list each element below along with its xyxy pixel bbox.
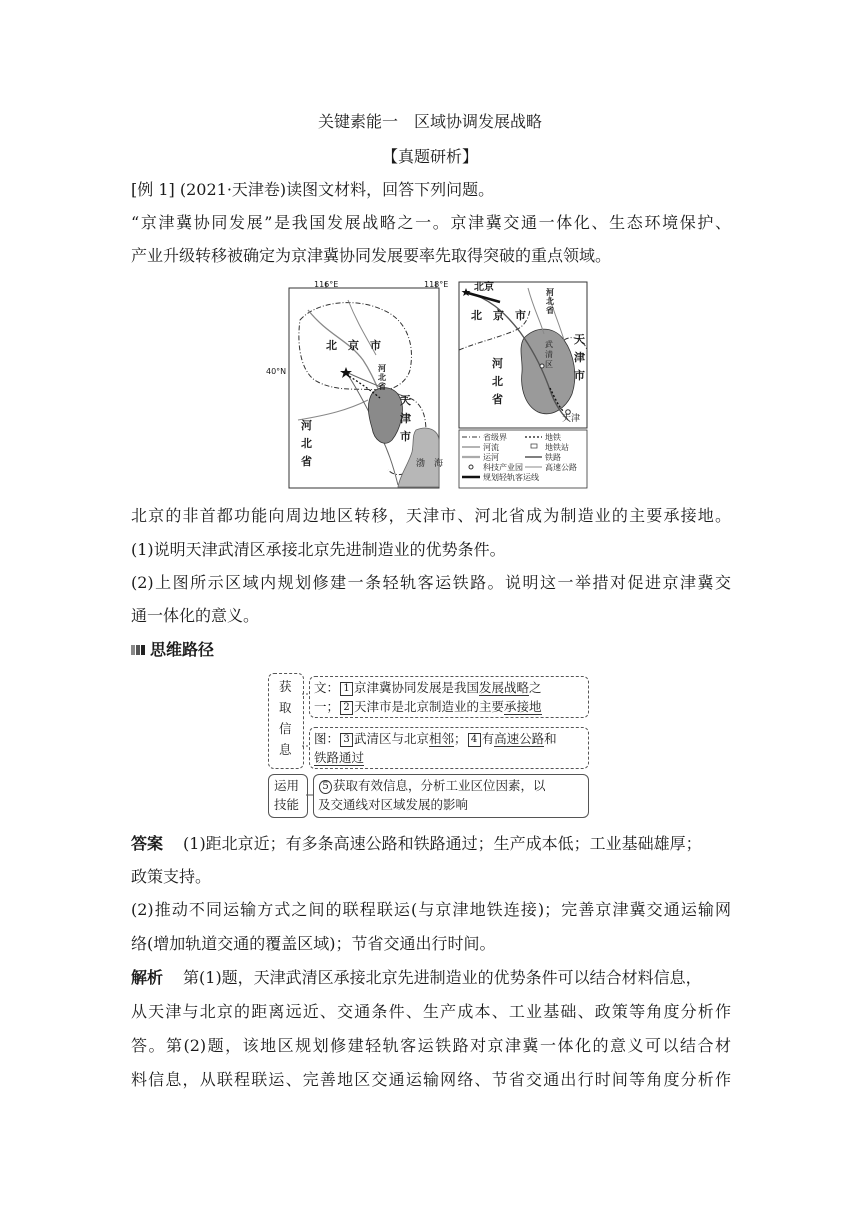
- get-info-box: [268, 673, 304, 769]
- legend-river: 河流: [483, 443, 499, 452]
- label-beijing-star: 北京: [474, 282, 494, 293]
- get-info-label: 获 取 信 息: [279, 679, 292, 757]
- lat-label-40: 40°N: [266, 367, 287, 376]
- map-figure: [266, 280, 588, 492]
- tech-park-point: [540, 364, 544, 368]
- lon-label-116: 116°E: [314, 280, 339, 289]
- legend-swatch-park: [469, 465, 473, 469]
- legend-subway: 地铁: [545, 433, 561, 442]
- analysis-line1: 解析 第(1)题，天津武清区承接北京先进制造业的优势条件可以结合材料信息，: [131, 968, 702, 987]
- example-tag: [例 1]: [131, 180, 175, 199]
- label-bohai: 渤 海: [416, 459, 444, 469]
- skill-line2: 及交通线对区域发展的影响: [318, 797, 469, 812]
- apply-skill-label: 运用 技能: [274, 778, 300, 812]
- analysis-line3: 答。第(2)题，该地区规划修建轻轨客运铁路对京津冀一体化的意义可以结合材: [131, 1036, 731, 1055]
- skill-content-box: [313, 774, 589, 818]
- analysis-line4: 料信息，从联程联运、完善地区交通运输网络、节省交通出行时间等角度分析作: [131, 1070, 731, 1089]
- figure-info-box: [309, 727, 589, 769]
- label-hebei-small: 河 北 省: [378, 363, 386, 391]
- heading-bar-icon: [131, 643, 145, 657]
- apply-skill-box: [268, 774, 308, 818]
- legend-highway: 高速公路: [545, 463, 577, 472]
- legend-canal: 运河: [483, 453, 499, 462]
- label-hebei-right: 河 北 省: [492, 357, 503, 406]
- analysis-line2: 从天津与北京的距离远近、交通条件、生产成本、工业基础、政策等角度分析作: [131, 1002, 731, 1021]
- legend-tech-park: 科技产业园: [483, 463, 523, 472]
- section-heading: 【真题研析】: [381, 147, 478, 166]
- figure-info-line1: 图： 3 武清区与北京相邻； 4 有高速公路和: [314, 731, 557, 746]
- legend-subway-station: 地铁站: [545, 443, 569, 452]
- legend-railway: 铁路: [545, 453, 561, 462]
- legend-swatch-station: [531, 444, 537, 448]
- answer-label: 答案: [131, 834, 164, 853]
- label-beijing-city: 北 京 市: [326, 339, 381, 352]
- label-hebei-top-right: 河 北 省: [546, 287, 554, 315]
- question-1: (1)说明天津武清区承接北京先进制造业的优势条件。: [131, 540, 506, 559]
- answer-line2: 政策支持。: [131, 867, 212, 886]
- text-info-line1: 文： 1 京津冀协同发展是我国发展战略之: [314, 680, 542, 695]
- legend-planned-rail: 规划轻轨客运线: [483, 473, 539, 482]
- label-beijing-right: 北 京 市: [471, 309, 526, 322]
- lon-label-118: 118°E: [424, 280, 449, 289]
- label-tianjin-right: 天 津 市: [574, 333, 585, 382]
- answer-line4: 络(增加轨道交通的覆盖区域)；节省交通出行时间。: [131, 934, 496, 953]
- label-hebei-left: 河 北 省: [301, 419, 312, 468]
- question-2-line1: (2)上图所示区域内规划修建一条轻轨客运铁路。说明这一举措对促进京津冀交: [131, 573, 731, 592]
- material-paragraph-line2: 产业升级转移被确定为京津冀协同发展要率先取得突破的重点领域。: [131, 246, 612, 265]
- text-info-box: [309, 676, 589, 718]
- material-paragraph-2: 北京的非首都功能向周边地区转移，天津市、河北省成为制造业的主要承接地。: [131, 506, 731, 525]
- answer-line1: 答案 (1)距北京近；有多条高速公路和铁路通过；生产成本低；工业基础雄厚；: [131, 834, 702, 853]
- legend-provincial-border: 省级界: [483, 433, 507, 442]
- skill-line1: 5 获取有效信息，分析工业区位因素，以: [318, 776, 546, 795]
- analysis-label: 解析: [131, 968, 164, 987]
- figure-info-line2: 铁路通过: [314, 750, 365, 765]
- text-info-line2: 一； 2 天津市是北京制造业的主要承接地: [314, 699, 542, 714]
- thinking-heading: 思维路径: [150, 640, 215, 659]
- example-source: (2021·天津卷)读图文材料，回答下列问题。: [179, 180, 495, 199]
- label-tianjin-point: 天津: [562, 414, 581, 424]
- example-intro: [131, 180, 731, 200]
- page-title: 关键素能一 区域协调发展战略: [317, 112, 542, 131]
- material-paragraph-line1: “京津冀协同发展”是我国发展战略之一。京津冀交通一体化、生态环境保护、: [131, 213, 731, 232]
- label-wuqing: 武 清 区: [545, 340, 553, 369]
- label-tianjin-left: 天 津 市: [400, 394, 411, 443]
- answer-line3: (2)推动不同运输方式之间的联程联运(与京津地铁连接)；完善京津冀交通运输网: [131, 900, 731, 919]
- question-2-line2: 通一体化的意义。: [131, 606, 260, 625]
